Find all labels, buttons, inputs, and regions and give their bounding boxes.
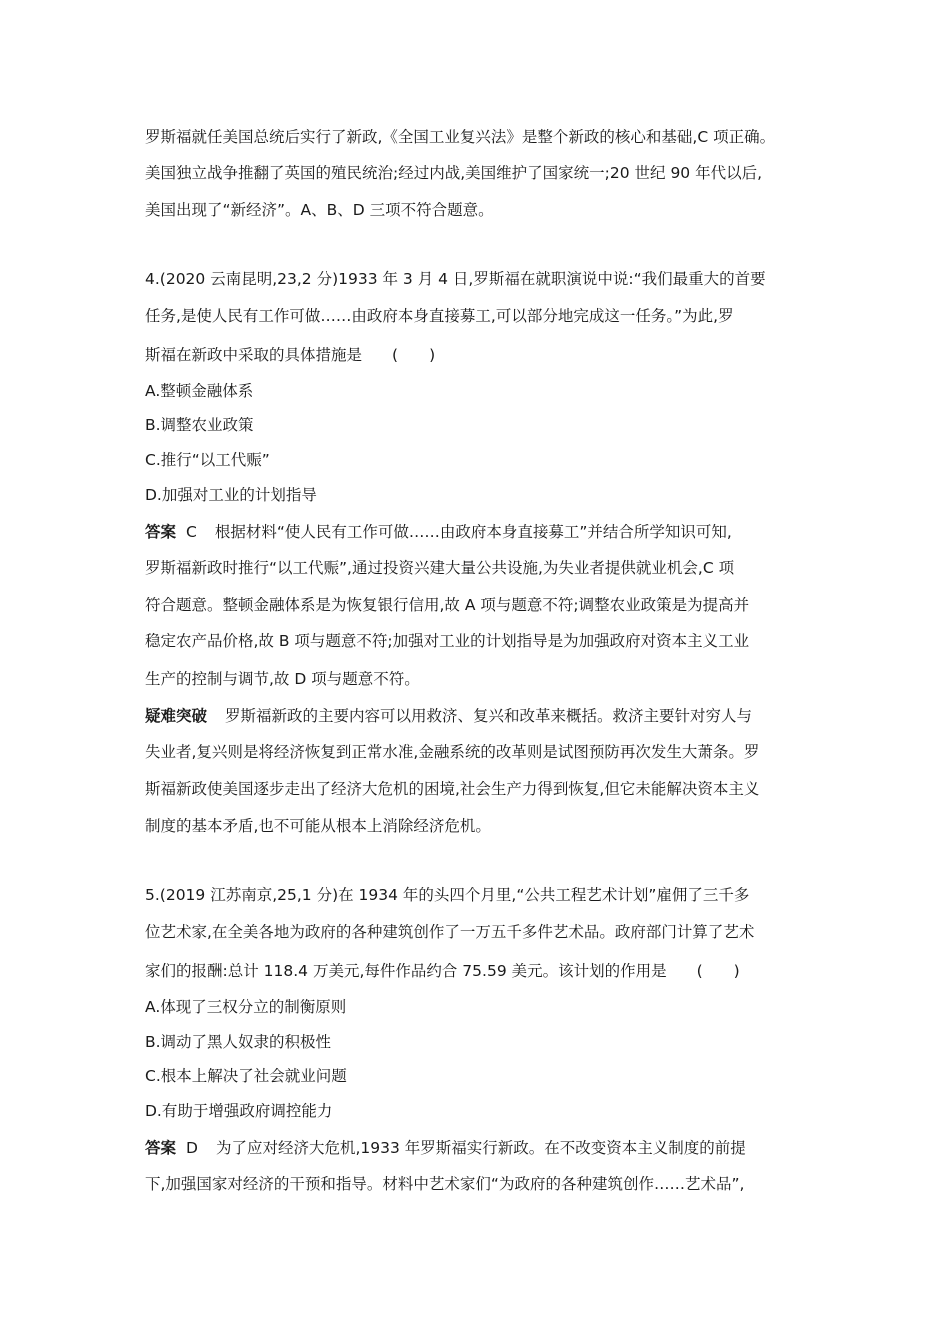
q4-answer-line bbox=[145, 521, 812, 543]
q4-stem-line: 4.(2020 云南昆明,23,2 分)1933 年 3 月 4 日,罗斯福在就职演说中说:“我们最重大的首要 bbox=[145, 270, 766, 288]
q4-answer-line: 生产的控制与调节,故 D 项与题意不符。 bbox=[145, 670, 420, 688]
q4-tip-line: 斯福新政使美国逐步走出了经济大危机的困境,社会生产力得到恢复,但它未能解决资本主义 bbox=[145, 780, 760, 798]
q5-stem-text: 家们的报酬:总计 118.4 万美元,每件作品约合 75.59 美元。该计划的作用是 bbox=[145, 962, 667, 980]
q5-answer-blank: ( ) bbox=[696, 962, 740, 980]
q3-explanation-line: 美国独立战争推翻了英国的殖民统治;经过内战,美国维护了国家统一;20 世纪 90 年代以后, bbox=[145, 164, 763, 182]
q4-stem-line bbox=[145, 344, 812, 366]
answer-label: 答案 bbox=[145, 1139, 177, 1157]
q4-stem-line: 任务,是使人民有工作可做……由政府本身直接募工,可以部分地完成这一任务。”为此,罗 bbox=[145, 307, 734, 325]
answer-text: 为了应对经济大危机,1933 年罗斯福实行新政。在不改变资本主义制度的前提 bbox=[215, 1139, 746, 1157]
q5-answer-line: 下,加强国家对经济的干预和指导。材料中艺术家们“为政府的各种建筑创作……艺术品”, bbox=[145, 1175, 745, 1193]
tip-label: 疑难突破 bbox=[145, 707, 208, 725]
answer-label: 答案 bbox=[145, 523, 177, 541]
q4-tip-line: 制度的基本矛盾,也不可能从根本上消除经济危机。 bbox=[145, 817, 491, 835]
q3-explanation-line: 美国出现了“新经济”。A、B、D 三项不符合题意。 bbox=[145, 201, 494, 219]
q4-option-d: D.加强对工业的计划指导 bbox=[145, 486, 317, 504]
q4-option-a: A.整顿金融体系 bbox=[145, 382, 254, 400]
tip-text: 罗斯福新政的主要内容可以用救济、复兴和改革来概括。救济主要针对穷人与 bbox=[225, 707, 753, 725]
q4-option-c: C.推行“以工代赈” bbox=[145, 451, 270, 469]
q5-stem-line: 位艺术家,在全美各地为政府的各种建筑创作了一万五千多件艺术品。政府部门计算了艺术 bbox=[145, 923, 755, 941]
q4-stem-text: 斯福在新政中采取的具体措施是 bbox=[145, 346, 363, 364]
q4-answer-line: 符合题意。整顿金融体系是为恢复银行信用,故 A 项与题意不符;调整农业政策是为提高并 bbox=[145, 596, 750, 614]
q5-stem-line bbox=[145, 960, 812, 982]
q4-answer-blank: ( ) bbox=[392, 346, 436, 364]
q4-tip-line bbox=[145, 705, 812, 727]
q5-option-a: A.体现了三权分立的制衡原则 bbox=[145, 998, 347, 1016]
q5-answer-line bbox=[145, 1137, 812, 1159]
q4-answer-line: 稳定农产品价格,故 B 项与题意不符;加强对工业的计划指导是为加强政府对资本主义工业 bbox=[145, 632, 750, 650]
q5-stem-line: 5.(2019 江苏南京,25,1 分)在 1934 年的头四个月里,“公共工程艺术计划”雇佣了三千多 bbox=[145, 886, 750, 904]
answer-key: D bbox=[186, 1139, 198, 1157]
answer-text: 根据材料“使人民有工作可做……由政府本身直接募工”并结合所学知识可知, bbox=[214, 523, 732, 541]
q4-option-b: B.调整农业政策 bbox=[145, 416, 254, 434]
q5-option-c: C.根本上解决了社会就业问题 bbox=[145, 1067, 347, 1085]
q3-explanation-line: 罗斯福就任美国总统后实行了新政,《全国工业复兴法》是整个新政的核心和基础,C 项正确。 bbox=[145, 128, 776, 146]
q5-option-d: D.有助于增强政府调控能力 bbox=[145, 1102, 333, 1120]
q4-answer-line: 罗斯福新政时推行“以工代赈”,通过投资兴建大量公共设施,为失业者提供就业机会,C 项 bbox=[145, 559, 735, 577]
q5-option-b: B.调动了黑人奴隶的积极性 bbox=[145, 1033, 332, 1051]
q4-tip-line: 失业者,复兴则是将经济恢复到正常水准,金融系统的改革则是试图预防再次发生大萧条。罗 bbox=[145, 743, 760, 761]
answer-key: C bbox=[186, 523, 197, 541]
